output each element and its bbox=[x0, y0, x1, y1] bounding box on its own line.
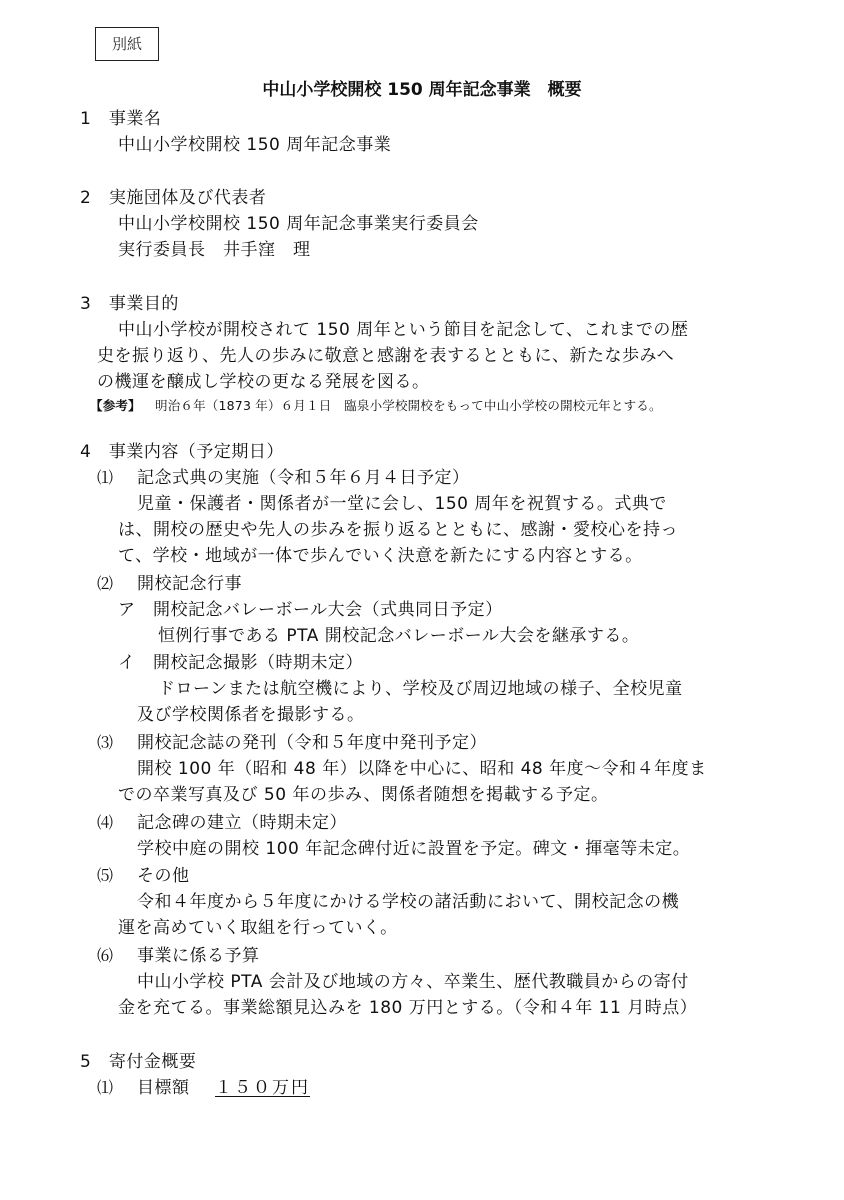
item-5-line-1: 令和４年度から５年度にかける学校の諸活動において、開校記念の機 bbox=[137, 892, 680, 912]
item-4-line-1: 学校中庭の開校 100 年記念碑付近に設置を予定。碑文・揮毫等未定。 bbox=[137, 839, 691, 859]
item-6-number: ⑹ bbox=[97, 946, 114, 965]
attachment-stamp: 別紙 bbox=[95, 27, 159, 61]
donation-item-number: ⑴ bbox=[97, 1078, 114, 1097]
section-2-heading: 2 実施団体及び代表者 bbox=[80, 188, 267, 208]
item-5-number: ⑸ bbox=[97, 866, 114, 885]
section-3-line-2: 史を振り返り、先人の歩みに敬意と感謝を表するとともに、新たな歩みへ bbox=[97, 346, 675, 366]
item-2-number: ⑵ bbox=[97, 574, 114, 593]
item-1-line-1: 児童・保護者・関係者が一堂に会し、150 周年を祝賀する。式典で bbox=[137, 494, 667, 514]
item-2a-line-1: 恒例行事である PTA 開校記念バレーボール大会を継承する。 bbox=[158, 626, 640, 646]
item-2b-line-1: ドローンまたは航空機により、学校及び周辺地域の様子、全校児童 bbox=[158, 679, 683, 699]
item-2a-title: ア 開校記念バレーボール大会（式典同日予定） bbox=[118, 600, 503, 620]
item-1-number: ⑴ bbox=[97, 468, 114, 487]
item-2b-title: イ 開校記念撮影（時期未定） bbox=[118, 653, 363, 673]
item-4-number: ⑷ bbox=[97, 813, 114, 832]
item-6-line-2: 金を充てる。事業総額見込みを 180 万円とする。（令和４年 11 月時点） bbox=[118, 998, 698, 1018]
note-text: 明治６年（1873 年）６月１日 臨泉小学校開校をもって中山小学校の開校元年とする。 bbox=[155, 398, 662, 413]
item-5-title: その他 bbox=[137, 866, 190, 886]
section-3-note bbox=[90, 397, 662, 415]
section-2-line-2: 実行委員長 井手窪 理 bbox=[118, 240, 311, 260]
section-3-heading: 3 事業目的 bbox=[80, 294, 179, 314]
item-1-title: 記念式典の実施（令和５年６月４日予定） bbox=[137, 468, 470, 488]
item-3-title: 開校記念誌の発刊（令和５年度中発刊予定） bbox=[137, 733, 487, 753]
item-4-title: 記念碑の建立（時期未定） bbox=[137, 813, 347, 833]
item-6-title: 事業に係る予算 bbox=[137, 946, 260, 966]
note-label: 【参考】 bbox=[90, 398, 141, 413]
section-4-heading: 4 事業内容（予定期日） bbox=[80, 442, 284, 462]
section-1-line: 中山小学校開校 150 周年記念事業 bbox=[118, 135, 392, 155]
section-1-heading: 1 事業名 bbox=[80, 109, 162, 129]
item-2b-line-2: 及び学校関係者を撮影する。 bbox=[137, 705, 365, 725]
section-5-heading: 5 寄付金概要 bbox=[80, 1052, 197, 1072]
item-5-line-2: 運を高めていく取組を行っていく。 bbox=[118, 918, 398, 938]
item-1-line-2: は、開校の歴史や先人の歩みを振り返るとともに、感謝・愛校心を持っ bbox=[118, 520, 678, 540]
donation-target-value: １５０万円 bbox=[215, 1078, 310, 1098]
item-1-line-3: て、学校・地域が一体で歩んでいく決意を新たにする内容とする。 bbox=[118, 546, 643, 566]
item-6-line-1: 中山小学校 PTA 会計及び地域の方々、卒業生、歴代教職員からの寄付 bbox=[137, 972, 689, 992]
item-2-title: 開校記念行事 bbox=[137, 574, 242, 594]
item-3-number: ⑶ bbox=[97, 733, 114, 752]
item-3-line-2: での卒業写真及び 50 年の歩み、関係者随想を掲載する予定。 bbox=[118, 785, 609, 805]
section-3-line-1: 中山小学校が開校されて 150 周年という節目を記念して、これまでの歴 bbox=[118, 320, 689, 340]
item-3-line-1: 開校 100 年（昭和 48 年）以降を中心に、昭和 48 年度～令和４年度ま bbox=[137, 759, 707, 779]
section-3-line-3: の機運を醸成し学校の更なる発展を図る。 bbox=[97, 372, 430, 392]
section-2-line-1: 中山小学校開校 150 周年記念事業実行委員会 bbox=[118, 214, 479, 234]
document-title: 中山小学校開校 150 周年記念事業 概要 bbox=[262, 80, 582, 100]
donation-target-label: 目標額 bbox=[137, 1078, 190, 1098]
